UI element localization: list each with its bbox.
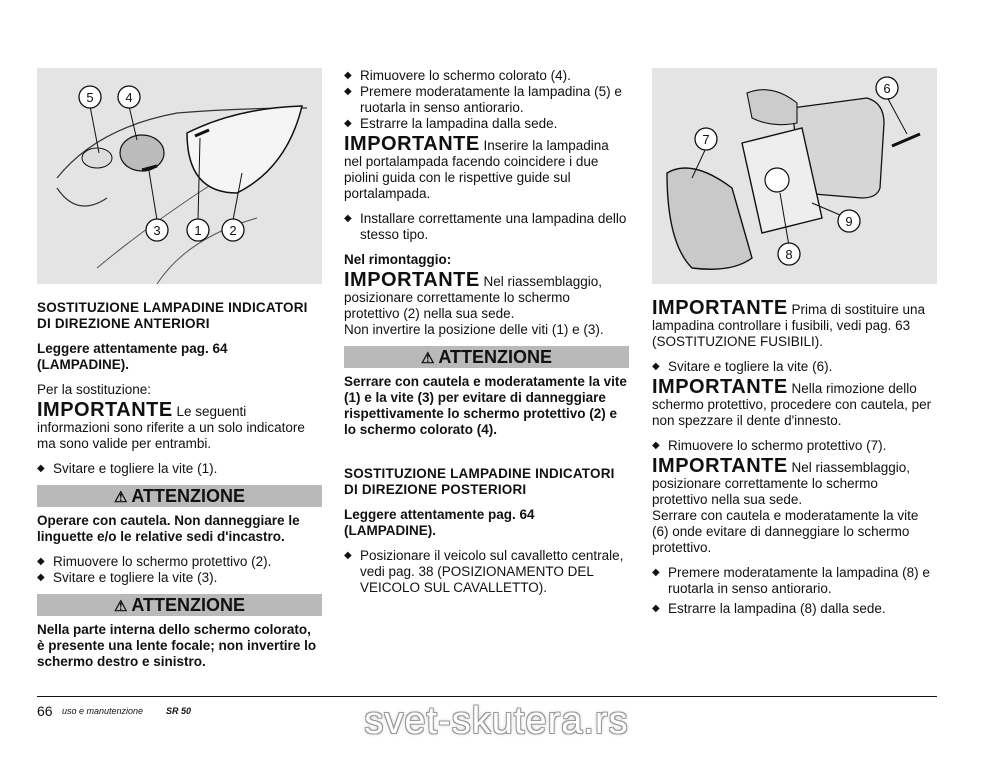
warning-title: ATTENZIONE	[438, 347, 553, 367]
warning-box-1	[37, 485, 322, 507]
important-word: IMPORTANTE	[344, 133, 480, 155]
warning-text-1: Operare con cautela. Non danneggiare le linguette e/o le relative sedi d'incastro.	[37, 513, 300, 544]
warning-box-3	[344, 346, 629, 368]
warning-title: ATTENZIONE	[131, 486, 246, 506]
footer-divider	[37, 696, 937, 697]
important-text: Nella rimozione dello schermo protettivo, procedere con cautela, per non spezzare il dente d'innesto.	[652, 381, 932, 428]
warning-triangle-icon: ⚠	[420, 350, 435, 367]
svg-text:5: 5	[86, 90, 94, 105]
important-note-6	[652, 455, 937, 508]
step-remove-4: ◆ Rimuovere lo schermo colorato (4).	[344, 68, 629, 84]
reassembly-label: Nel rimontaggio:	[344, 252, 452, 267]
warning-box-2	[37, 594, 322, 616]
svg-text:8: 8	[785, 247, 793, 262]
warning-text-2: Nella parte interna dello schermo colorato, è presente una lente focale; non invertire lo schermo destro e sinistro.	[37, 622, 317, 669]
important-note-3	[344, 269, 629, 322]
important-text: Inserire la lampadina nel portalampada facendo coincidere i due piolini guida con le rispettive guide sul portalampada.	[344, 138, 609, 201]
important-note-3-extra: Non invertire la posizione delle viti (1) e (3).	[344, 322, 604, 337]
svg-text:4: 4	[125, 90, 133, 105]
page-number: 66	[37, 703, 53, 719]
important-text: Prima di sostituire una lampadina controllare i fusibili, vedi pag. 63 (SOSTITUZIONE FUSIBILI).	[652, 302, 926, 349]
important-text: Le seguenti informazioni sono riferite a un solo indicatore ma sono valide per entrambi.	[37, 404, 305, 451]
important-word: IMPORTANTE	[652, 297, 788, 319]
step-position-vehicle: ◆ Posizionare il veicolo sul cavalletto centrale, vedi pag. 38 (POSIZIONAMENTO DEL VEICOLO SUL CAVALLETTO).	[344, 548, 629, 596]
for-replacement-label: Per la sostituzione:	[37, 382, 152, 397]
column-middle	[344, 68, 629, 596]
warning-triangle-icon: ⚠	[113, 489, 128, 506]
footer-model: SR 50	[166, 706, 192, 716]
callout-7	[695, 128, 717, 150]
important-note-2	[344, 133, 629, 202]
callout-1	[187, 219, 209, 241]
front-heading: SOSTITUZIONE LAMPADINE INDICATORI DI DIREZIONE ANTERIORI	[37, 300, 308, 331]
front-indicator-drawing	[37, 68, 322, 284]
important-text: Nel riassemblaggio, posizionare correttamente lo schermo protettivo nella sua sede.	[652, 460, 911, 507]
step-extract-bulb: ◆ Estrarre la lampadina dalla sede.	[344, 116, 629, 132]
front-read-note: Leggere attentamente pag. 64 (LAMPADINE).	[37, 341, 228, 372]
important-word: IMPORTANTE	[652, 376, 788, 398]
callout-2	[222, 219, 244, 241]
step-press-bulb-5: ◆ Premere moderatamente la lampadina (5) e ruotarla in senso antiorario.	[344, 84, 629, 116]
rear-read-note: Leggere attentamente pag. 64 (LAMPADINE).	[344, 507, 535, 538]
step-unscrew-6: ◆ Svitare e togliere la vite (6).	[652, 359, 937, 375]
rear-indicator-figure	[652, 68, 937, 284]
svg-text:1: 1	[194, 223, 202, 238]
important-note-6-extra: Serrare con cautela e moderatamente la vite (6) onde evitare di danneggiare lo schermo protettivo.	[652, 508, 919, 555]
svg-text:6: 6	[883, 81, 891, 96]
step-press-bulb-8: ◆ Premere moderatamente la lampadina (8) e ruotarla in senso antiorario.	[652, 565, 937, 597]
important-note-1	[37, 399, 322, 452]
rear-indicator-drawing	[652, 68, 937, 284]
callout-6	[876, 77, 898, 99]
footer-description: uso e manutenzione	[62, 706, 144, 716]
front-indicator-figure	[37, 68, 322, 284]
svg-text:7: 7	[702, 132, 710, 147]
important-word: IMPORTANTE	[37, 399, 173, 421]
callout-9	[838, 210, 860, 232]
important-word: IMPORTANTE	[344, 269, 480, 291]
warning-text-3: Serrare con cautela e moderatamente la vite (1) e la vite (3) per evitare di danneggiare rispettivamente lo schermo protettivo (2) e lo schermo colorato (4).	[344, 374, 627, 437]
important-word: IMPORTANTE	[652, 455, 788, 477]
step-unscrew-3: ◆ Svitare e togliere la vite (3).	[37, 570, 322, 586]
step-remove-7: ◆ Rimuovere lo schermo protettivo (7).	[652, 438, 937, 454]
column-right	[652, 68, 937, 617]
watermark: svet-skutera.rs	[364, 700, 629, 742]
svg-text:9: 9	[845, 214, 853, 229]
column-left	[37, 68, 322, 670]
step-extract-bulb-8: ◆ Estrarre la lampadina (8) dalla sede.	[652, 601, 937, 617]
svg-text:2: 2	[229, 223, 237, 238]
important-note-4	[652, 297, 937, 350]
warning-title: ATTENZIONE	[131, 595, 246, 615]
svg-text:3: 3	[153, 223, 161, 238]
step-install-bulb: ◆ Installare correttamente una lampadina dello stesso tipo.	[344, 211, 629, 243]
callout-4	[118, 86, 140, 108]
step-remove-2: ◆ Rimuovere lo schermo protettivo (2).	[37, 554, 322, 570]
callout-5	[79, 86, 101, 108]
important-note-5	[652, 376, 937, 429]
callout-8	[778, 243, 800, 265]
important-text: Nel riassemblaggio, posizionare correttamente lo schermo protettivo (2) nella sua sede.	[344, 274, 603, 321]
warning-triangle-icon: ⚠	[113, 598, 128, 615]
callout-3	[146, 219, 168, 241]
step-unscrew-1: ◆ Svitare e togliere la vite (1).	[37, 461, 322, 477]
rear-heading: SOSTITUZIONE LAMPADINE INDICATORI DI DIREZIONE POSTERIORI	[344, 466, 615, 497]
